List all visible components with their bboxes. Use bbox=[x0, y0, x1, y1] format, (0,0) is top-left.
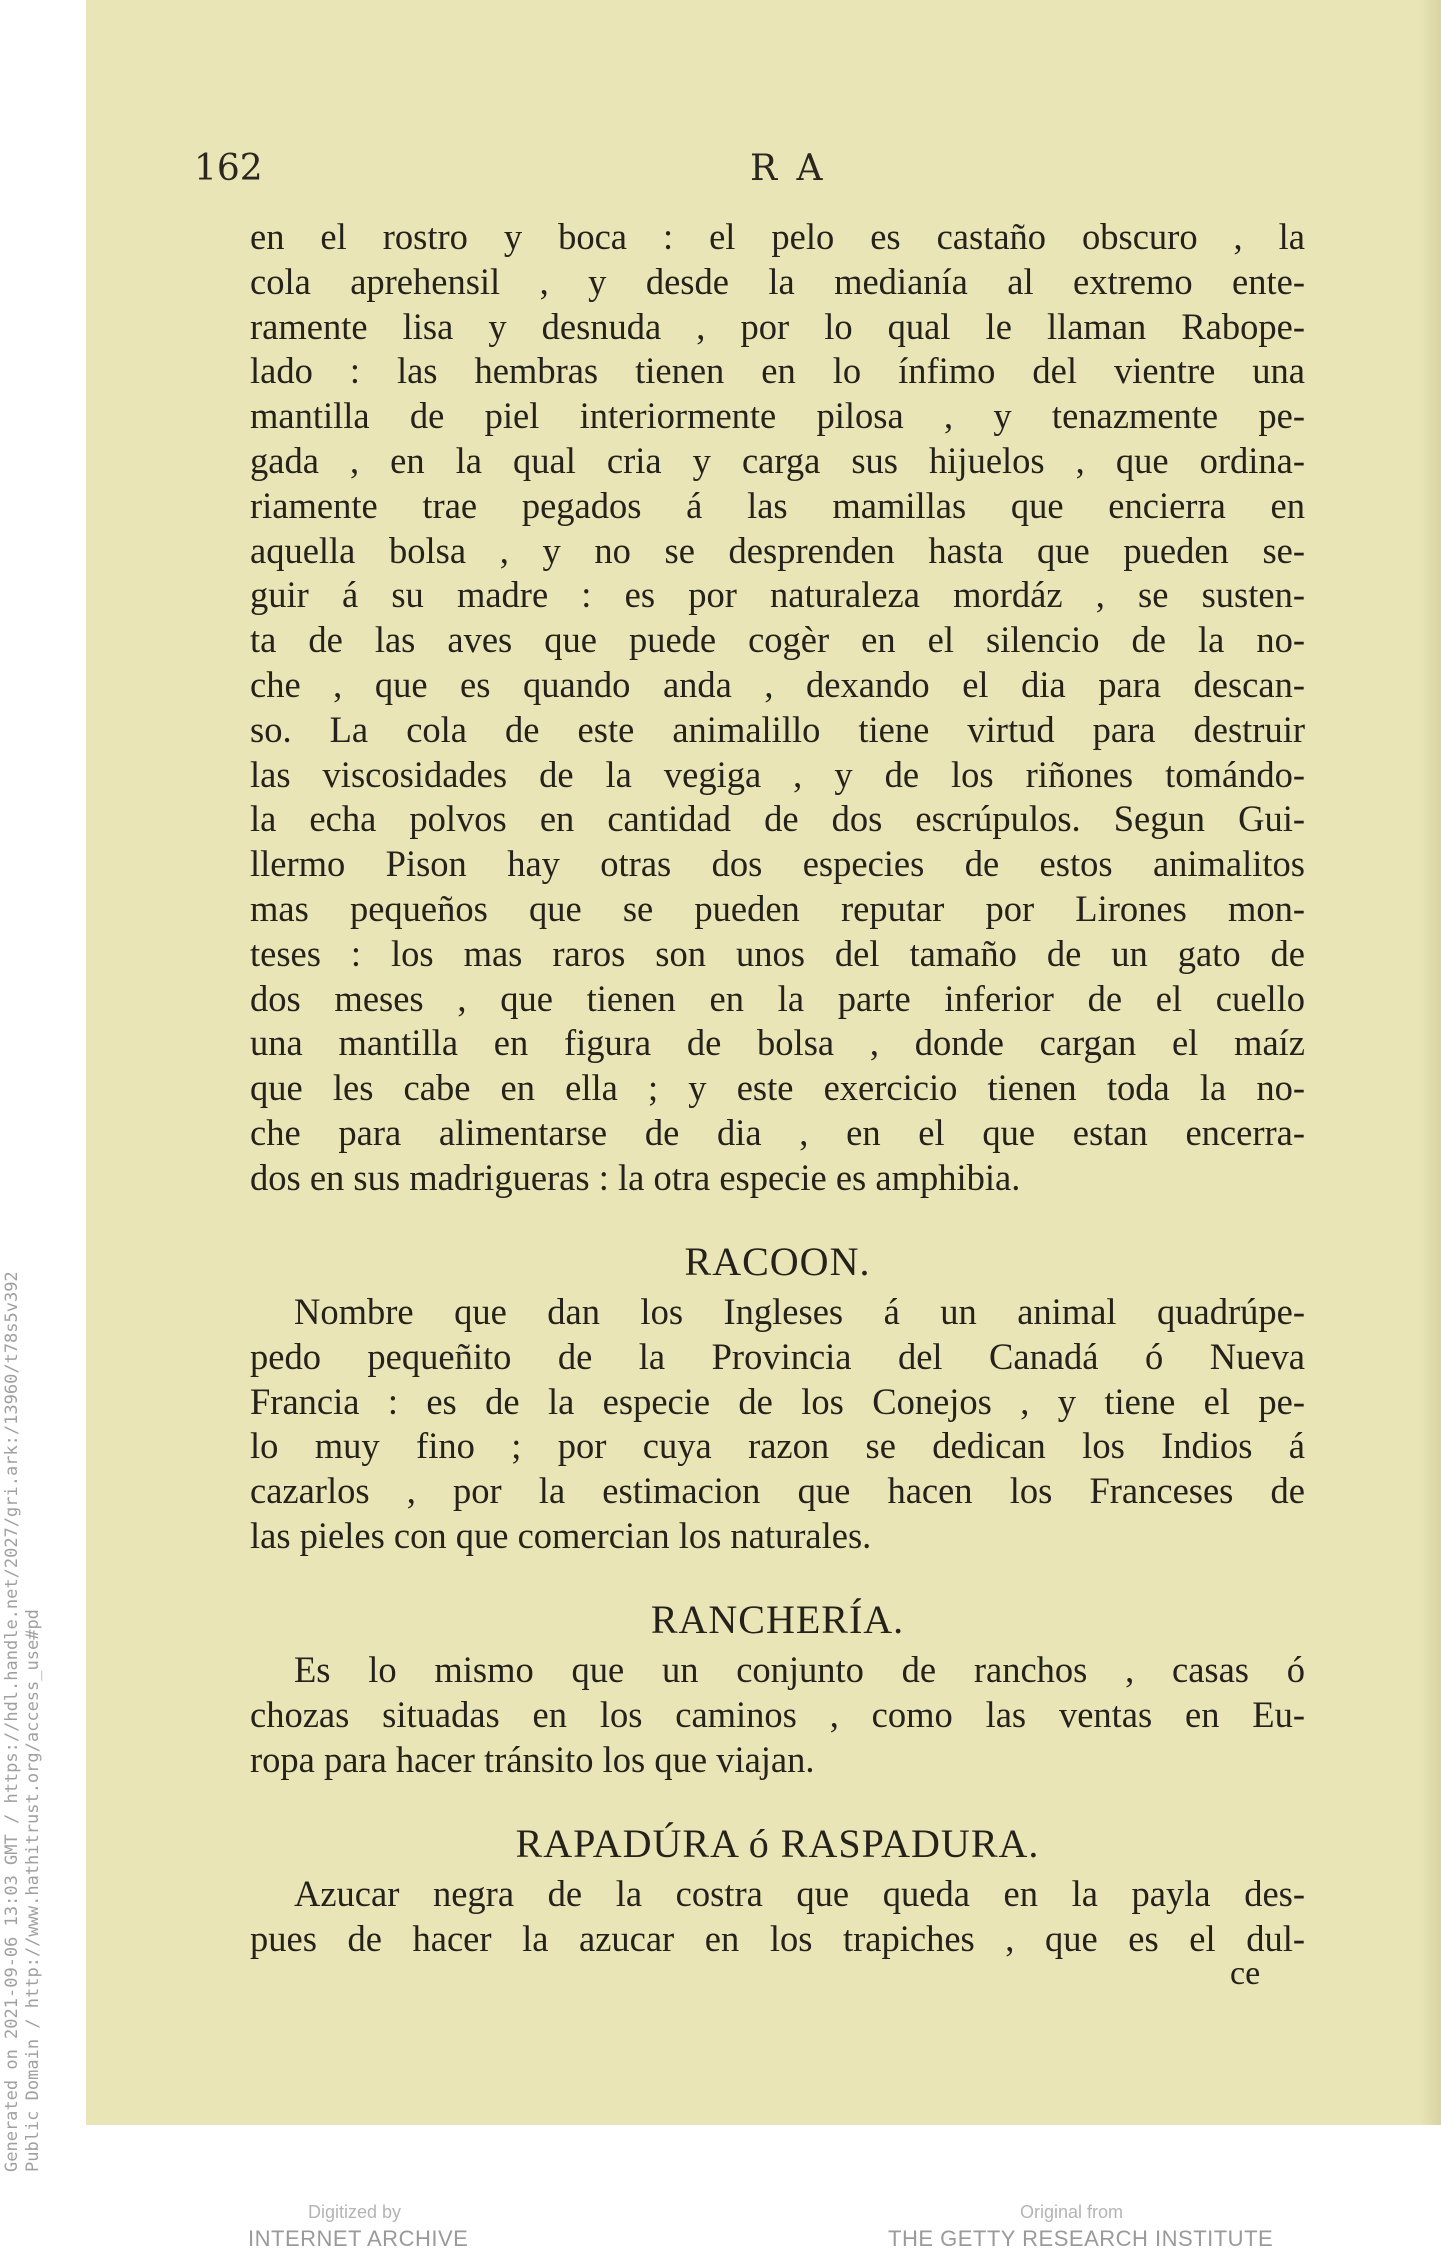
text-line: lado : las hembras tienen en lo ínfimo del vientre una bbox=[250, 350, 1305, 392]
text-line: que les cabe en ella ; y este exercicio tienen toda la no- bbox=[250, 1067, 1305, 1109]
text-line: pedo pequeñito de la Provincia del Canadá ó Nueva bbox=[250, 1335, 1305, 1377]
text-line: ropa para hacer tránsito los que viajan. bbox=[250, 1738, 815, 1780]
entry-rancheria-paragraph bbox=[250, 1648, 1305, 1782]
hathitrust-provenance-sidebar bbox=[2, 1271, 44, 2172]
text-line: Francia : es de la especie de los Conejos , y tiene el pe- bbox=[250, 1380, 1305, 1422]
text-line: che para alimentarse de dia , en el que estan encerra- bbox=[250, 1111, 1305, 1153]
text-line: lo muy fino ; por cuya razon se dedican los Indios á bbox=[250, 1425, 1305, 1467]
text-line: dos en sus madrigueras : la otra especie es amphibia. bbox=[250, 1156, 1021, 1198]
entry-continued-paragraph bbox=[250, 215, 1305, 1201]
entry-rapadura-paragraph bbox=[250, 1872, 1305, 1962]
digitizer-name: INTERNET ARCHIVE bbox=[248, 2226, 469, 2251]
original-source-name: THE GETTY RESEARCH INSTITUTE bbox=[888, 2226, 1274, 2251]
page-edge-shadow bbox=[1419, 0, 1441, 2125]
digitized-by-label: Digitized by bbox=[308, 2202, 402, 2222]
text-line: cola aprehensil , y desde la medianía al extremo ente- bbox=[250, 260, 1305, 302]
text-line: gada , en la qual cria y carga sus hijuelos , que ordina- bbox=[250, 439, 1305, 481]
entry-heading-rancheria: RANCHERÍA. bbox=[650, 1597, 905, 1642]
text-line: las viscosidades de la vegiga , y de los riñones tomándo- bbox=[250, 753, 1305, 795]
text-line: so. La cola de este animalillo tiene virtud para destruir bbox=[250, 708, 1305, 750]
text-line: las pieles con que comercian los naturales. bbox=[250, 1514, 872, 1556]
original-from-label: Original from bbox=[1020, 2202, 1124, 2222]
text-line: en el rostro y boca : el pelo es castaño obscuro , la bbox=[250, 216, 1305, 257]
text-line: riamente trae pegados á las mamillas que encierra en bbox=[250, 484, 1305, 526]
text-line: pues de hacer la azucar en los trapiches , que es el dul- bbox=[250, 1917, 1305, 1959]
text-line: guir á su madre : es por naturaleza mordáz , se susten- bbox=[250, 574, 1305, 616]
text-line: la echa polvos en cantidad de dos escrúpulos. Segun Gui- bbox=[250, 798, 1305, 840]
text-line: cazarlos , por la estimacion que hacen los Franceses de bbox=[250, 1470, 1305, 1512]
text-line: dos meses , que tienen en la parte inferior de el cuello bbox=[250, 977, 1305, 1019]
entry-heading-rapadura: RAPADÚRA ó RASPADURA. bbox=[515, 1821, 1040, 1866]
text-line: mas pequeños que se pueden reputar por Lirones mon- bbox=[250, 887, 1305, 929]
text-line: ramente lisa y desnuda , por lo qual le llaman Rabope- bbox=[250, 305, 1305, 347]
sidebar-rights-line: Public Domain / http://www.hathitrust.org/access_use#pd bbox=[23, 1609, 43, 2172]
catchword: ce bbox=[1230, 1955, 1261, 1992]
text-line: chozas situadas en los caminos , como las ventas en Eu- bbox=[250, 1693, 1305, 1735]
page-header bbox=[0, 148, 1441, 198]
sidebar-generated-line: Generated on 2021-09-06 13:03 GMT / https://hdl.handle.net/2027/gri.ark:/13960/t78s5v392 bbox=[2, 1271, 22, 2172]
text-line: una mantilla en figura de bolsa , donde cargan el maíz bbox=[250, 1022, 1305, 1064]
entry-heading-racoon: RACOON. bbox=[684, 1239, 871, 1284]
text-line: Es lo mismo que un conjunto de ranchos , casas ó bbox=[294, 1649, 1305, 1690]
text-line: mantilla de piel interiormente pilosa , y tenazmente pe- bbox=[250, 395, 1305, 437]
text-line: Azucar negra de la costra que queda en la payla des- bbox=[294, 1873, 1305, 1914]
entry-racoon-paragraph bbox=[250, 1290, 1305, 1559]
text-line: teses : los mas raros son unos del tamaño de un gato de bbox=[250, 932, 1305, 974]
text-line: che , que es quando anda , dexando el dia para descan- bbox=[250, 663, 1305, 705]
page-number: 162 bbox=[194, 148, 263, 189]
text-line: Nombre que dan los Ingleses á un animal quadrúpe- bbox=[294, 1291, 1305, 1332]
text-line: ta de las aves que puede cogèr en el silencio de la no- bbox=[250, 619, 1305, 661]
running-head: R A bbox=[750, 148, 827, 189]
text-line: aquella bolsa , y no se desprenden hasta que pueden se- bbox=[250, 529, 1305, 571]
text-line: llermo Pison hay otras dos especies de estos animalitos bbox=[250, 843, 1305, 885]
